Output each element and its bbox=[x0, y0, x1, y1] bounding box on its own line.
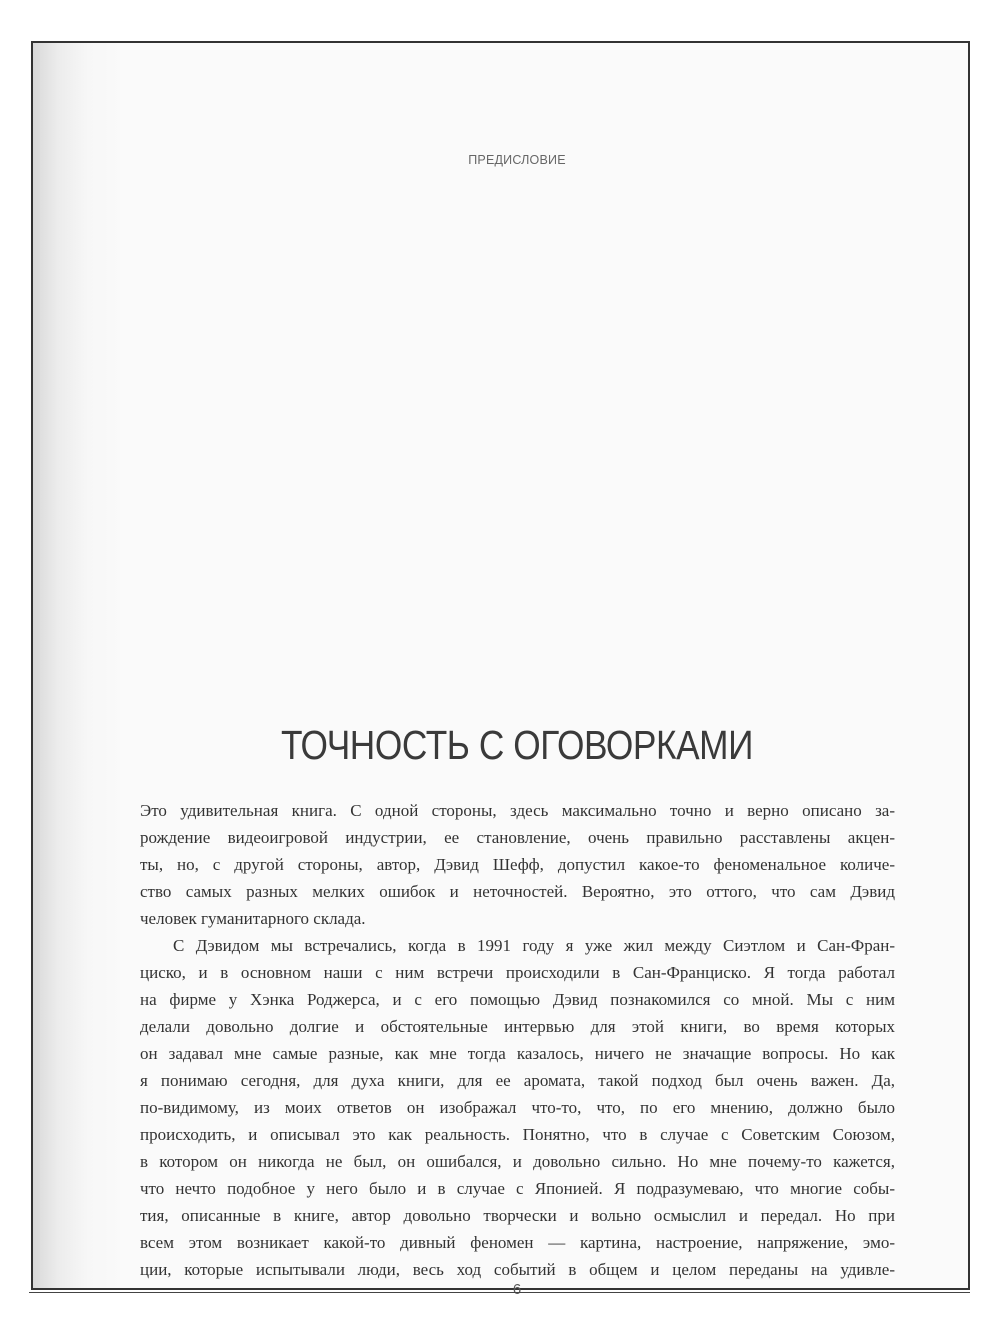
text-line: он задавал мне самые разные, как мне тогда казалось, ничего не значащие вопросы. Но как bbox=[140, 1044, 895, 1063]
text-line: ции, которые испытывали люди, весь ход событий в общем и целом переданы на удивле- bbox=[140, 1260, 895, 1279]
text-line: на фирме у Хэнка Роджерса, и с его помощью Дэвид познакомился со мной. Мы с ним bbox=[140, 990, 895, 1009]
text-line: всем этом возникает какой-то дивный феномен — картина, настроение, напряжение, эмо- bbox=[140, 1233, 895, 1252]
text-line: делали довольно долгие и обстоятельные интервью для этой книги, во время которых bbox=[140, 1017, 895, 1036]
text-line: циско, и в основном наши с ним встречи происходили в Сан-Франциско. Я тогда работал bbox=[140, 963, 895, 982]
text-line: тия, описанные в книге, автор довольно творчески и вольно осмыслил и передал. Но при bbox=[140, 1206, 895, 1225]
text-line: по-видимому, из моих ответов он изображал что-то, что, по его мнению, должно было bbox=[140, 1098, 895, 1117]
text-line: я понимаю сегодня, для духа книги, для ее аромата, такой подход был очень важен. Да, bbox=[140, 1071, 895, 1090]
text-line: в котором он никогда не был, он ошибался, и довольно сильно. Но мне почему-то кажется, bbox=[140, 1152, 895, 1171]
book-page bbox=[31, 41, 970, 1298]
text-line: Это удивительная книга. С одной стороны, здесь максимально точно и верно описано за- bbox=[140, 801, 895, 820]
text-line: ство самых разных мелких ошибок и неточностей. Вероятно, это оттого, что сам Дэвид bbox=[140, 882, 895, 901]
running-head: ПРЕДИСЛОВИЕ bbox=[468, 153, 566, 167]
text-line: рождение видеоигровой индустрии, ее становление, очень правильно расставлены акцен- bbox=[140, 828, 895, 847]
page-number: 6 bbox=[512, 1281, 522, 1298]
text-line: происходить, и описывал это как реальность. Понятно, что в случае с Советским Союзом, bbox=[140, 1125, 895, 1144]
text-line: ты, но, с другой стороны, автор, Дэвид Шефф, допустил какое-то феноменальное количе- bbox=[140, 855, 895, 874]
text-line: С Дэвидом мы встречались, когда в 1991 году я уже жил между Сиэтлом и Сан-Фран- bbox=[173, 936, 895, 955]
body-text bbox=[140, 797, 895, 1283]
text-line: человек гуманитарного склада. bbox=[140, 909, 366, 928]
text-line: что нечто подобное у него было и в случае с Японией. Я подразумеваю, что многие собы- bbox=[140, 1179, 895, 1198]
bottom-rule bbox=[29, 1292, 970, 1293]
chapter-title: ТОЧНОСТЬ С ОГОВОРКАМИ bbox=[280, 722, 754, 769]
